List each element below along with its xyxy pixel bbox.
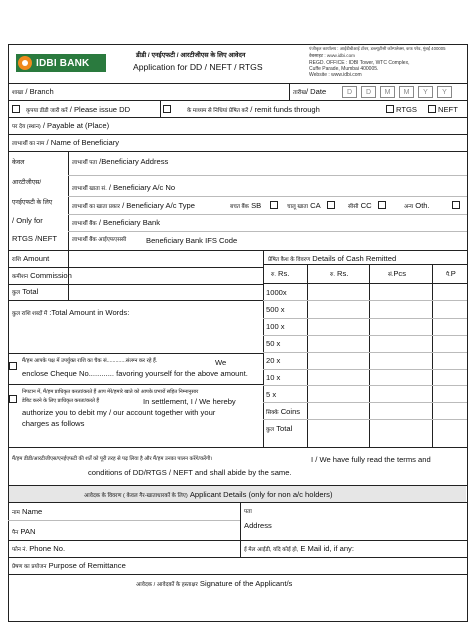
form-title-hindi: डीडी / एनईएफटी / आरटीजीएस के लिए आवेदन [136,52,246,59]
branch-field[interactable] [58,86,286,98]
idbi-logo [16,54,106,72]
remit-funds-label: के माध्यम से निधियां प्रेषित करें / remit funds through [187,105,320,114]
beneficiary-name-label: लाभार्थी का नाम / Name of Beneficiary [12,138,120,147]
total-field[interactable] [72,286,258,298]
form-title: Application for DD / NEFT / RTGS [133,62,263,72]
cash-paise-header: पै.P [446,269,456,278]
rtgs-checkbox[interactable] [386,105,394,113]
date-label: तारीख/ Date [293,87,327,96]
ifs-code-label-hindi: लाभार्थी बैंक आईएफएससी [72,237,127,243]
cash-rs-header: रु. Rs. [330,269,349,278]
cash-row-1000: 1000x [266,288,287,297]
debit-text-line-3: charges as follows [22,419,85,428]
date-box-d2[interactable]: D [361,86,376,98]
cash-row-50: 50 x [266,339,281,348]
cheque-checkbox[interactable] [9,362,17,370]
applicant-phone-label: फोन नं. Phone No. [12,544,66,553]
amount-field[interactable] [72,253,258,265]
debit-text-line-1: In settlement, I / We hereby [143,397,236,406]
website: Website : www.idbi.com [309,72,362,78]
signature-field[interactable] [12,592,462,618]
office-address-line-2: Cuffe Parade, Mumbai 400005. [309,66,379,72]
office-address-line-1: REGD. OFFICE : IDBI Tower, WTC Complex, [309,60,410,66]
payable-at-label: पर देय (स्थान) / Payable at (Place) [12,121,110,130]
applicant-pan-field[interactable] [60,524,236,537]
logo-text: IDBI BANK [36,58,90,69]
beneficiary-ac-no-field[interactable] [200,180,462,194]
cheque-text-hindi: मैं/हम आपके पक्ष में उपर्युक्त राशि का चैक सं.............संलग्न कर रहे हैं. [22,358,158,364]
neft-label: NEFT [438,105,458,114]
issue-dd-label: कृपया डीडी जारी करें / Please issue DD [26,105,131,114]
purpose-field[interactable] [122,559,462,572]
date-box-m2[interactable]: M [399,86,414,98]
commission-field[interactable] [72,270,258,282]
date-box-m1[interactable]: M [380,86,395,98]
cash-row-5: 5 x [266,390,277,399]
applicant-name-label: नाम Name [12,507,43,516]
applicant-email-label: ई मेल आईडी, यदि कोई हो, E Mail id, if any: [244,544,354,553]
neft-checkbox[interactable] [428,105,436,113]
beneficiary-ac-no-label: लाभार्थी खाता सं. / Beneficiary A/c No [72,183,176,192]
payable-at-field[interactable] [110,119,462,132]
applicant-details-header: आवेदक के विवरण ( केवल गैर-खाताधारकों के लिए) Applicant Details (only for non a/c holders) [84,490,333,499]
date-box-y1[interactable]: Y [418,86,433,98]
applicant-phone-field[interactable] [78,542,236,555]
issue-dd-checkbox[interactable] [12,105,20,113]
cheque-text-line-1: We [215,358,227,367]
applicant-address-field[interactable] [282,505,462,537]
only-for-hindi-line-2: आरटीजीएस/ [12,179,42,186]
ac-type-cc-label: सीसी CC [348,201,372,210]
amount-label: राशि Amount [12,254,50,263]
purpose-label: प्रेषण का प्रयोजन Purpose of Remittance [12,561,126,570]
cash-row-100: 100 x [266,322,285,331]
applicant-name-field[interactable] [60,505,236,518]
cash-pcs-header: सं.Pcs [388,269,407,278]
debit-text-hindi-line-1: निपटान में, मैं/हम प्राधिकृत करता/करते हैं आप मेरे/हमारे खाते को आपके प्रभारों सहित निम्नानुसार [22,389,199,395]
debit-text-hindi-line-2: डेबिट करने के लिए प्राधिकृत करता/करते हैं [22,398,100,404]
cheque-text-line-2: enclose Cheque No............ favoring yourself for the above amount. [22,369,248,378]
applicant-pan-label: पैन PAN [12,527,36,536]
cash-row-20: 20 x [266,356,281,365]
debit-text-line-2: authorize you to debit my / our account together with your [22,408,216,417]
ac-type-ca-checkbox[interactable] [327,201,335,209]
ac-type-oth-label: अन्य Oth. [404,201,430,210]
cash-rs-header-left: रु. Rs. [271,269,290,278]
cash-coins-label: सिक्के Coins [266,407,301,416]
remit-funds-checkbox[interactable] [163,105,171,113]
ifs-code-label: Beneficiary Bank IFS Code [146,236,238,245]
applicant-address-label: Address [244,521,272,530]
debit-authorization-checkbox[interactable] [9,395,17,403]
only-for-hindi-line-3: एनईएफटी के लिए [12,199,53,206]
cash-total-label: कुल Total [266,424,293,433]
signature-label: आवेदक / आवेदकों के हस्ताक्षर Signature of the Applicant/s [136,579,293,588]
ac-type-oth-checkbox[interactable] [452,201,460,209]
declaration-line-2: conditions of DD/RTGS / NEFT and shall abide by the same. [88,468,292,477]
amount-in-words-field[interactable] [12,320,258,350]
ac-type-cc-checkbox[interactable] [378,201,386,209]
ac-type-sb-label: बचत बैंक SB [230,201,262,210]
only-for-rtgs-neft: RTGS /NEFT [12,234,58,243]
beneficiary-ac-type-label: लाभार्थी का खाता प्रकार / Beneficiary A/c Type [72,201,195,210]
commission-label: कमीशन Commission [12,271,72,280]
cash-row-10: 10 x [266,373,281,382]
beneficiary-bank-label: लाभार्थी बैंक / Beneficiary Bank [72,218,161,227]
beneficiary-address-label: लाभार्थी पता /Beneficiary Address [72,157,169,166]
beneficiary-bank-field[interactable] [200,216,462,229]
branch-label: शाखा / Branch [12,87,54,96]
only-for-hindi-line-1: केवल [12,159,25,166]
cash-details-header: प्रेषित कैश के विवरण Details of Cash Remitted [268,254,397,263]
ifs-code-field[interactable] [280,233,462,247]
website-hindi: वेबसाइट : www.idbi.com [309,53,355,58]
ac-type-sb-checkbox[interactable] [270,201,278,209]
date-box-d1[interactable]: D [342,86,357,98]
cash-row-500: 500 x [266,305,285,314]
ac-type-ca-label: चालू खाता CA [287,201,321,210]
beneficiary-name-field[interactable] [110,136,462,149]
date-box-y2[interactable]: Y [437,86,452,98]
rtgs-label: RTGS [396,105,417,114]
idbi-logo-icon [18,56,32,70]
amount-in-words-label: कुल राशि शब्दों में :Total Amount in Words: [12,308,130,317]
declaration-line-1: I / We have fully read the terms and [311,455,431,464]
only-for-label: / Only for [12,216,43,225]
declaration-hindi: मैं/हम डीडी/आरटीजीएस/एनईएफटी की शर्तें को पूरी तरह से पढ़ लिया है और मैं/हम उनका पालन करेंगे/करेंगी। [12,456,213,462]
beneficiary-address-field[interactable] [200,155,462,173]
total-label: कुल Total [12,287,39,296]
applicant-email-field[interactable] [380,542,462,555]
office-address-hindi: पंजीकृत कार्यालय : आईडीबीआई टॉवर, डब्ल्यूटीसी कॉम्पलेक्स, कफ परेड, मुंबई 400005 [309,46,446,51]
applicant-address-label-hindi: पता [244,509,252,515]
